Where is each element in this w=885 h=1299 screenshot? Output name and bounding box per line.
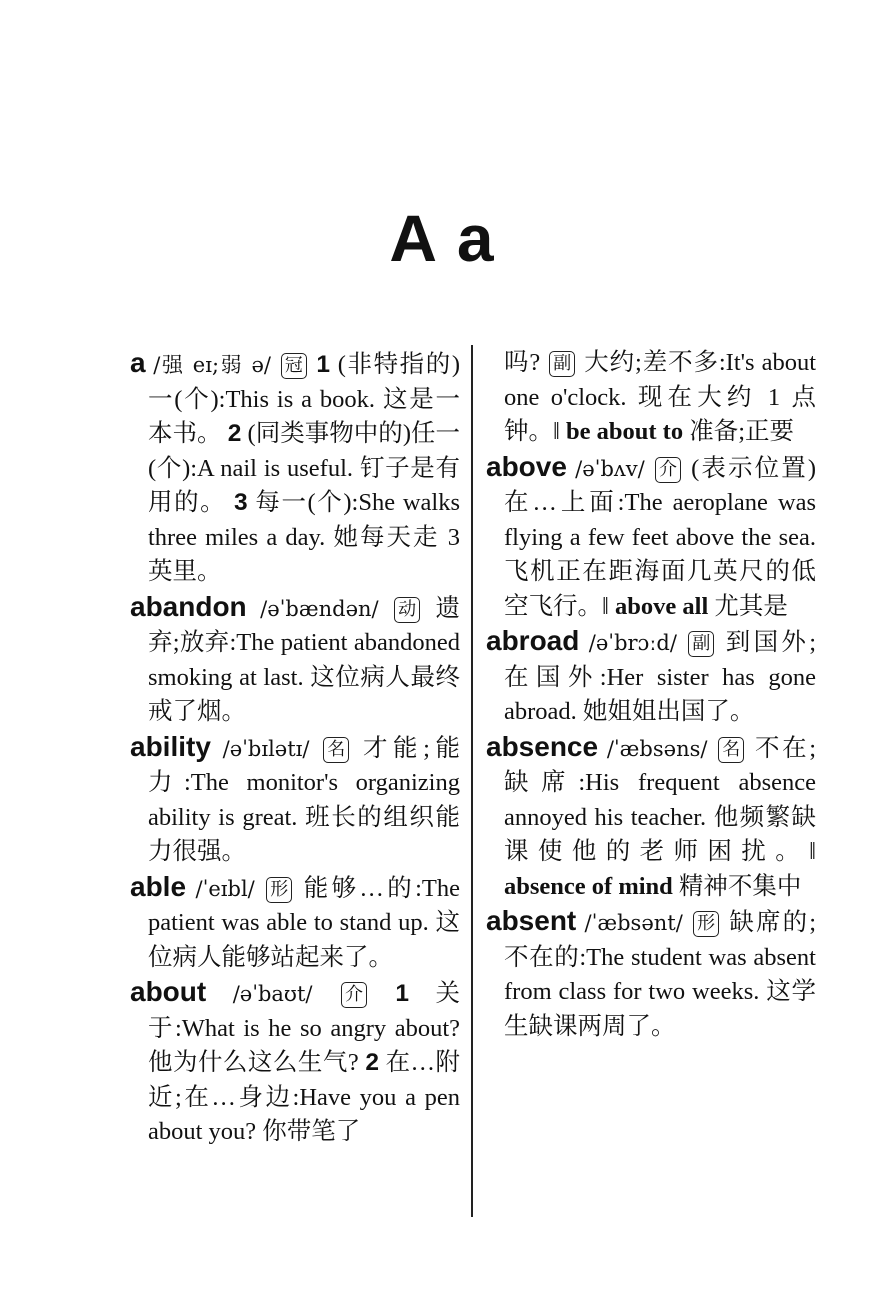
pronunciation: /ˈæbsəns/: [606, 736, 708, 761]
pos-badge: 名: [323, 737, 349, 763]
entry-abandon: [130, 590, 460, 730]
column-divider: [471, 345, 473, 1217]
sense-number: 1: [316, 351, 331, 378]
pos-badge: 名: [718, 737, 744, 763]
phrase-translation: 准备;正要: [689, 418, 795, 445]
pos-badge: 形: [266, 877, 292, 903]
headword: abandon: [130, 590, 247, 622]
entry-above: [486, 450, 816, 625]
sense-text: (同类事物中的)任一(个):A nail is useful. 钉子是有用的。: [148, 420, 461, 516]
left-column: [130, 346, 460, 1150]
definition-text: 到国外;在国外:Her sister has gone abroad. 她姐姐出国了。: [504, 629, 817, 725]
definition-text: (表示位置)在…上面:The aeroplane was flying a few feet above the sea. 飞机正在距海面几英尺的低空飞行。‖: [504, 454, 817, 620]
pronunciation: /əˈbaʊt/: [232, 982, 313, 1006]
definition-text: 能够…的:The patient was able to stand up. 这位病人能够站起来了。: [148, 874, 461, 971]
definition-text: 缺席的;不在的:The student was absent from class for two weeks. 这学生缺课两周了。: [504, 909, 817, 1040]
pos-badge: 形: [693, 911, 719, 937]
pronunciation: /əˈbɪlətɪ/: [222, 736, 310, 761]
pos-badge: 介: [341, 982, 367, 1008]
sense-number: 2: [365, 1049, 379, 1076]
headword: ability: [130, 730, 211, 762]
headword: above: [486, 450, 567, 482]
phrase-translation: 精神不集中: [678, 872, 802, 900]
phrase: above all: [615, 592, 709, 620]
pos-badge: 副: [688, 631, 714, 657]
pos-badge: 副: [549, 351, 575, 377]
sense-number: 1: [395, 980, 410, 1007]
sense-number: 2: [227, 420, 242, 447]
pronunciation: /əˈbrɔːd/: [588, 631, 677, 655]
phrase: absence of mind: [504, 872, 673, 900]
entry-abroad: [486, 624, 816, 730]
sense-number: 3: [234, 489, 248, 516]
sense-text: 每一(个):She walks three miles a day. 她每天走 3 英里。: [148, 489, 460, 585]
pos-badge: 冠: [281, 353, 307, 379]
definition-text: 大约;差不多:It's about one o'clock. 现在大约 1 点钟。‖: [504, 349, 817, 445]
headword: about: [130, 976, 207, 1007]
entry-able: [130, 870, 460, 976]
phrase: be about to: [566, 418, 684, 445]
headword: able: [130, 870, 187, 902]
entry-about-continued: [486, 346, 816, 450]
pronunciation: /强 eɪ;弱 ə/: [153, 353, 271, 377]
pos-badge: 介: [655, 457, 681, 483]
sense-text: 关于:What is he so angry about? 他为什么这么生气?: [148, 980, 461, 1076]
definition-text: 吗?: [504, 349, 541, 376]
headword: absent: [486, 905, 577, 936]
definition-text: 遗弃;放弃:The patient abandoned smoking at last. 这位病人最终戒了烟。: [148, 594, 461, 725]
entry-a: [130, 346, 460, 590]
pronunciation: /əˈbʌv/: [575, 456, 645, 481]
sense-text: (非特指的)一(个):This is a book. 这是一本书。: [148, 351, 461, 447]
sense-text: 在…附近;在…身边:Have you a pen about you? 你带笔了: [148, 1049, 461, 1145]
definition-text: 才能;能力:The monitor's organizing ability is great. 班长的组织能力很强。: [148, 734, 461, 865]
pronunciation: /əˈbændən/: [260, 596, 379, 621]
entry-absent: [486, 904, 816, 1044]
pronunciation: /ˈæbsənt/: [584, 911, 683, 935]
pos-badge: 动: [394, 597, 420, 623]
headword: a: [130, 347, 146, 378]
headword: abroad: [486, 625, 580, 656]
phrase-translation: 尤其是: [714, 592, 788, 620]
entry-ability: [130, 730, 460, 870]
pronunciation: /ˈeɪbl/: [195, 876, 255, 901]
headword: absence: [486, 730, 599, 762]
definition-text: 不在;缺席:His frequent absence annoyed his teacher. 他频繁缺课使他的老师困扰。‖: [504, 734, 817, 865]
right-column: [486, 346, 816, 1044]
entry-about: [130, 975, 460, 1150]
entry-absence: [486, 730, 816, 905]
section-title: A a: [389, 201, 496, 275]
